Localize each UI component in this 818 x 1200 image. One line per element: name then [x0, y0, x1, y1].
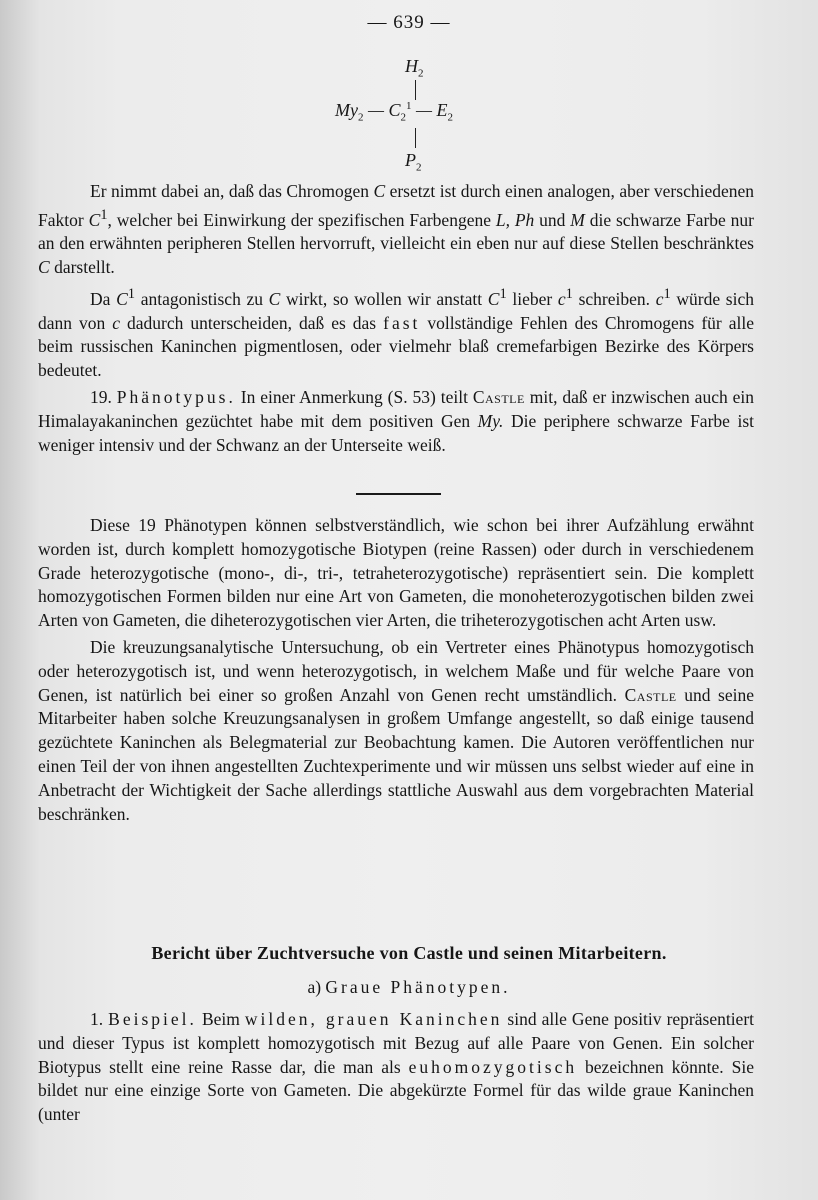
paragraph: Da $C^1$ antagonistisch zu C wirkt, so wollen wir anstatt $C^1$ lieber $c^1$ schreiben. $c^1$ würde sich dann von c dadurch unterscheiden, daß es das fast vollständige Fehlen des Chromogens für alle beim russischen Kaninchen pigmentlosen, oder vielmehr blaß cremefarbigen Bezirke des Körpers bedeutet.	[38, 286, 754, 381]
genetic-formula	[335, 56, 505, 176]
section-heading: Bericht über Zuchtversuche von Castle und seinen Mitarbeitern.	[151, 943, 667, 963]
section-separator	[356, 493, 441, 495]
text-block-bottom	[38, 1008, 754, 1127]
formula-top: $H_2$	[405, 56, 424, 80]
paragraph: Diese 19 Phänotypen können selbstverständlich, wie schon bei ihrer Aufzählung erwähnt worden ist, durch komplett homozygotische Biotypen (reine Rassen) oder durch in verschiedenem Grade heterozygotische (mono-, di-, tri-, tetraheterozygotische) repräsentiert sein. Die komplett homozygotischen Formen bilden nur eine Art von Gameten, die monoheterozygotischen bilden zwei Arten von Gameten, die diheterozygotischen vier Arten, die triheterozygotischen acht Arten usw.	[38, 515, 754, 631]
page-number: — 639 —	[367, 12, 451, 33]
paragraph: Er nimmt dabei an, daß das Chromogen C ersetzt ist durch einen analogen, aber verschiedenen Faktor $C^1$, welcher bei Einwirkung der spezifischen Farbengene L, Ph und M die schwarze Farbe nur an den erwähnten peripheren Stellen hervorruft, vielleicht ein eben nur auf diese Stellen beschränktes C darstellt.	[38, 181, 754, 278]
paragraph: 1. Beispiel. Beim wilden, grauen Kaninchen sind alle Gene positiv repräsentiert und dieser Typus ist komplett homozygotisch mit Bezug auf alle Paare von Genen. Ein solcher Biotypus stellt eine reine Rasse dar, die man als euhomozygotisch bezeichnen könnte. Sie bildet nur eine einzige Sorte von Gameten. Die abgekürzte Formel für das wilde graue Kaninchen (unter	[38, 1009, 755, 1125]
paragraph: 19. Phänotypus. In einer Anmerkung (S. 53) teilt Castle mit, daß er inzwischen auch ein Himalayakaninchen gezüchtet habe mit dem positiven Gen My. Die periphere schwarze Farbe ist weniger intensiv und der Schwanz an der Unterseite weiß.	[38, 387, 755, 455]
formula-bottom: $P_2$	[405, 150, 422, 174]
text-block-top	[38, 180, 754, 457]
formula-bond-top	[415, 80, 416, 100]
formula-bond-bottom	[415, 128, 416, 148]
text-block-middle	[38, 514, 754, 826]
paragraph: Die kreuzungsanalytische Untersuchung, ob ein Vertreter eines Phänotypus homozygotisch oder heterozygotisch ist, und wenn heterozygotisch, in welchem Maße und für welche Paare von Genen, ist natürlich bei einer so großen Anzahl von Genen recht umständlich. Castle und seine Mitarbeiter haben solche Kreuzungsanalysen in großem Umfange angestellt, so daß einige tausend gezüchtete Kaninchen als Belegmaterial zur Beobachtung kamen. Die Autoren veröffentlichen nur einen Teil der von ihnen angestellten Zuchtexperimente und wir müssen uns selbst wieder auf eine in Anbetracht der Wichtigkeit der Sache allerdings stattliche Auswahl aus dem vorgebrachten Material beschränken.	[38, 636, 754, 824]
subheading: a) Graue Phänotypen.	[307, 977, 511, 997]
formula-middle: $My_2$ — $C_2^1$ — $E_2$	[335, 100, 454, 124]
